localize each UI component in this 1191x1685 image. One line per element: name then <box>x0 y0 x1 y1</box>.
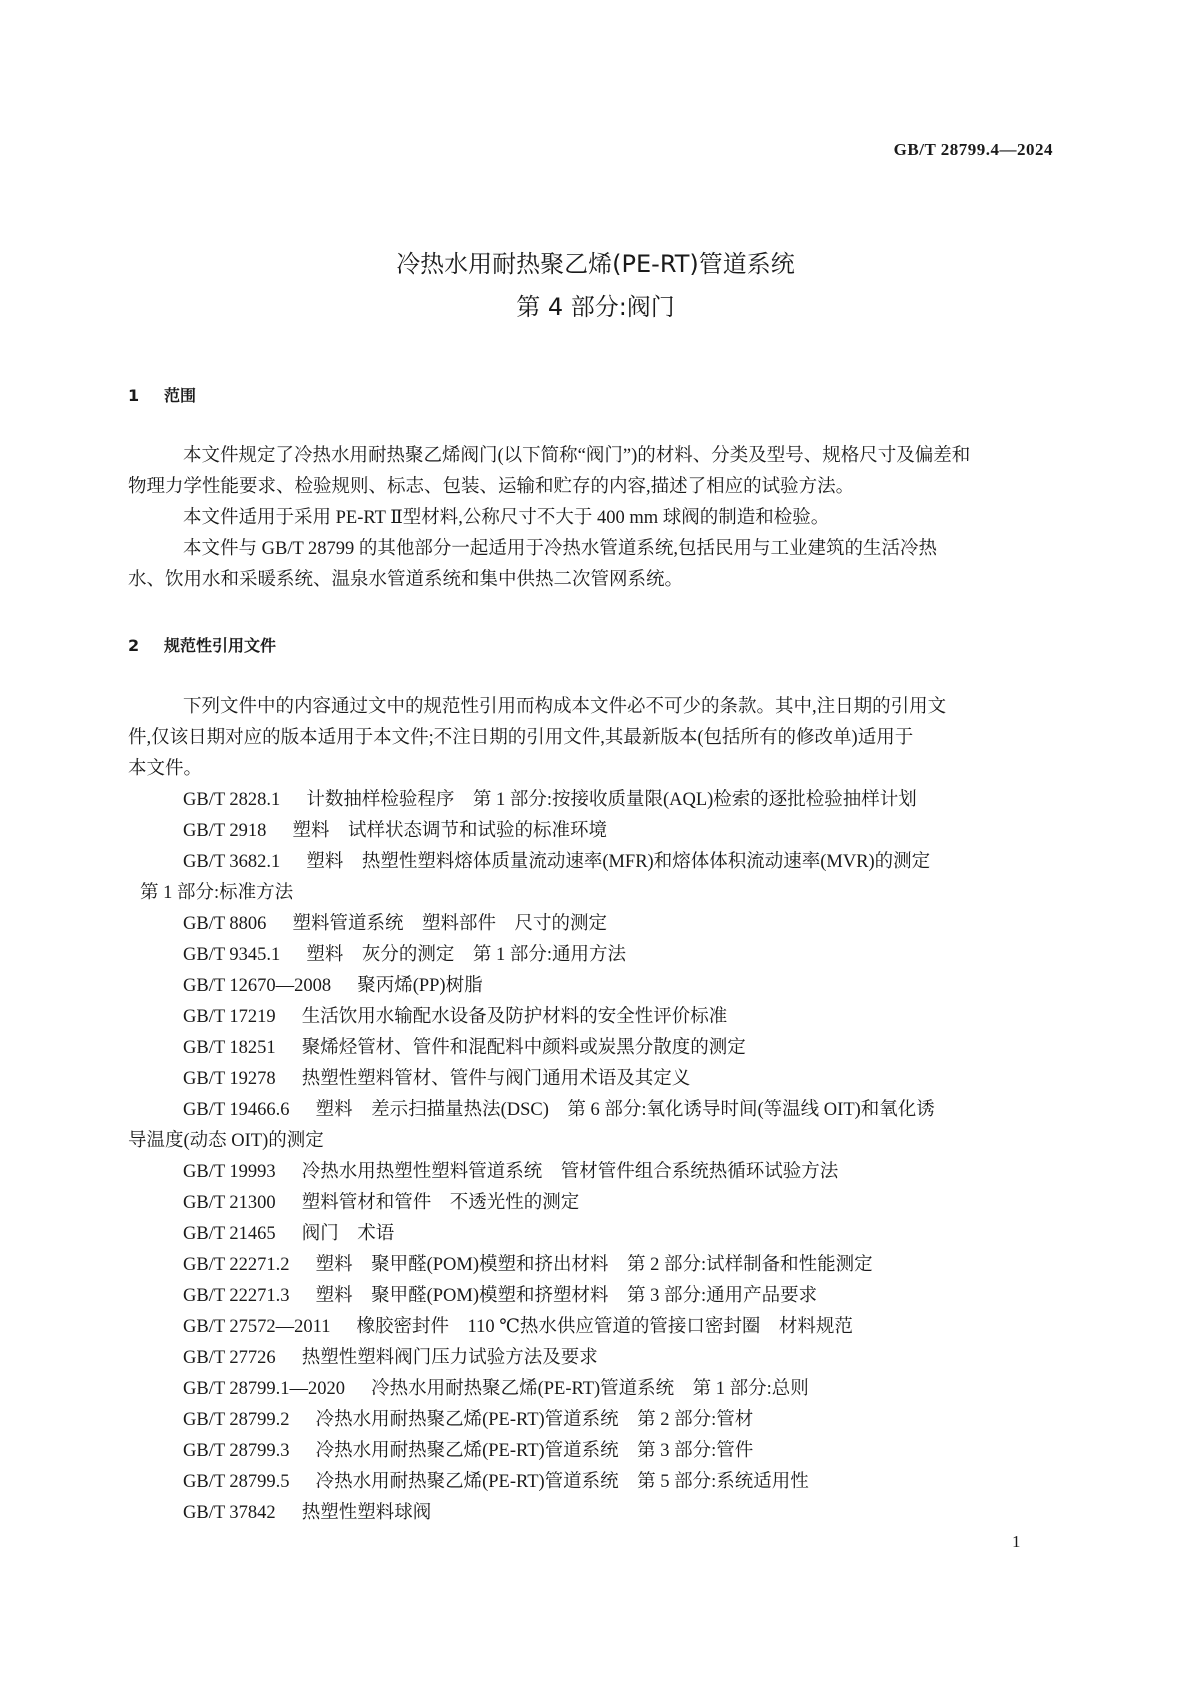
intro-line: 本文件。 <box>128 759 203 779</box>
reference-title: 冷热水用耐热聚乙烯(PE-RT)管道系统 第 3 部分:管件 <box>315 1441 754 1461</box>
reference-item <box>128 1188 1053 1219</box>
reference-title-continued: 第 1 部分:标准方法 <box>140 883 294 903</box>
standard-number-header: GB/T 28799.4—2024 <box>893 140 1053 159</box>
page-number: 1 <box>1012 1532 1021 1551</box>
reference-title: 生活饮用水输配水设备及防护材料的安全性评价标准 <box>301 1007 728 1027</box>
reference-item <box>128 1281 1053 1312</box>
reference-item <box>128 1157 1053 1188</box>
reference-item <box>128 1064 1053 1095</box>
reference-title: 冷热水用耐热聚乙烯(PE-RT)管道系统 第 2 部分:管材 <box>315 1410 754 1430</box>
reference-code: GB/T 28799.1—2020 <box>183 1379 346 1399</box>
scope-line: 物理力学性能要求、检验规则、标志、包装、运输和贮存的内容,描述了相应的试验方法。 <box>128 477 855 497</box>
reference-code: GB/T 2828.1 <box>183 790 281 810</box>
reference-code: GB/T 3682.1 <box>183 852 281 872</box>
section-title: 规范性引用文件 <box>164 636 277 655</box>
reference-item <box>128 1498 1053 1529</box>
intro-line: 下列文件中的内容通过文中的规范性引用而构成本文件必不可少的条款。其中,注日期的引用文 <box>183 697 947 717</box>
section-heading-scope <box>128 383 196 406</box>
reference-title: 塑料管道系统 塑料部件 尺寸的测定 <box>292 914 607 934</box>
reference-item <box>128 1033 1053 1064</box>
reference-code: GB/T 22271.3 <box>183 1286 290 1306</box>
reference-item <box>128 1312 1053 1343</box>
scope-line: 本文件规定了冷热水用耐热聚乙烯阀门(以下简称“阀门”)的材料、分类及型号、规格尺寸及偏差和 <box>183 446 971 466</box>
reference-item <box>128 1095 1053 1126</box>
reference-title: 塑料 灰分的测定 第 1 部分:通用方法 <box>306 945 626 965</box>
reference-item <box>128 1002 1053 1033</box>
reference-title: 计数抽样检验程序 第 1 部分:按接收质量限(AQL)检索的逐批检验抽样计划 <box>306 790 917 810</box>
reference-code: GB/T 9345.1 <box>183 945 281 965</box>
reference-code: GB/T 28799.2 <box>183 1410 290 1430</box>
reference-item <box>128 785 1053 816</box>
reference-title: 塑料 聚甲醛(POM)模塑和挤出材料 第 2 部分:试样制备和性能测定 <box>315 1255 873 1275</box>
reference-code: GB/T 8806 <box>183 914 267 934</box>
reference-code: GB/T 17219 <box>183 1007 276 1027</box>
reference-item <box>128 816 1053 847</box>
reference-code: GB/T 18251 <box>183 1038 276 1058</box>
reference-item <box>128 1405 1053 1436</box>
reference-title: 热塑性塑料管材、管件与阀门通用术语及其定义 <box>301 1069 691 1089</box>
reference-title: 塑料 差示扫描量热法(DSC) 第 6 部分:氧化诱导时间(等温线 OIT)和氧化诱 <box>315 1100 935 1120</box>
document-subtitle: 第 4 部分:阀门 <box>516 293 675 321</box>
reference-item <box>128 971 1053 1002</box>
section-number: 2 <box>128 636 140 655</box>
reference-code: GB/T 37842 <box>183 1503 276 1523</box>
reference-title: 热塑性塑料阀门压力试验方法及要求 <box>301 1348 598 1368</box>
scope-line: 本文件与 GB/T 28799 的其他部分一起适用于冷热水管道系统,包括民用与工业建筑的生活冷热 <box>183 539 938 559</box>
reference-code: GB/T 21300 <box>183 1193 276 1213</box>
reference-code: GB/T 19278 <box>183 1069 276 1089</box>
reference-title: 橡胶密封件 110 ℃热水供应管道的管接口密封圈 材料规范 <box>356 1317 853 1337</box>
reference-item <box>128 1436 1053 1467</box>
reference-title: 冷热水用耐热聚乙烯(PE-RT)管道系统 第 1 部分:总则 <box>371 1379 809 1399</box>
reference-title: 冷热水用热塑性塑料管道系统 管材管件组合系统热循环试验方法 <box>301 1162 839 1182</box>
reference-code: GB/T 12670—2008 <box>183 976 332 996</box>
scope-line: 水、饮用水和采暖系统、温泉水管道系统和集中供热二次管网系统。 <box>128 570 684 590</box>
document-title: 冷热水用耐热聚乙烯(PE-RT)管道系统 <box>396 250 795 278</box>
reference-title: 聚丙烯(PP)树脂 <box>357 976 483 996</box>
reference-code: GB/T 28799.3 <box>183 1441 290 1461</box>
section-title: 范围 <box>164 386 197 405</box>
reference-item <box>128 1219 1053 1250</box>
reference-item <box>128 1467 1053 1498</box>
intro-line: 件,仅该日期对应的版本适用于本文件;不注日期的引用文件,其最新版本(包括所有的修改单)适用于 <box>128 728 914 748</box>
section-heading-normative-references <box>128 633 276 656</box>
scope-line: 本文件适用于采用 PE-RT Ⅱ型材料,公称尺寸不大于 400 mm 球阀的制造和检验。 <box>183 508 830 528</box>
reference-title: 塑料 聚甲醛(POM)模塑和挤塑材料 第 3 部分:通用产品要求 <box>315 1286 818 1306</box>
reference-item <box>128 940 1053 971</box>
reference-code: GB/T 19466.6 <box>183 1100 290 1120</box>
reference-code: GB/T 27572—2011 <box>183 1317 331 1337</box>
reference-title: 阀门 术语 <box>301 1224 395 1244</box>
reference-title: 塑料 试样状态调节和试验的标准环境 <box>292 821 607 841</box>
reference-item <box>128 1343 1053 1374</box>
reference-title: 塑料 热塑性塑料熔体质量流动速率(MFR)和熔体体积流动速率(MVR)的测定 <box>306 852 931 872</box>
reference-code: GB/T 19993 <box>183 1162 276 1182</box>
section-number: 1 <box>128 386 140 405</box>
scope-body <box>128 441 1053 596</box>
reference-list <box>128 785 1053 1529</box>
reference-code: GB/T 21465 <box>183 1224 276 1244</box>
reference-title-continued: 导温度(动态 OIT)的测定 <box>128 1131 324 1151</box>
reference-item <box>128 1250 1053 1281</box>
reference-item <box>128 909 1053 940</box>
references-body <box>128 692 1053 1529</box>
reference-item <box>128 1374 1053 1405</box>
reference-title: 热塑性塑料球阀 <box>301 1503 432 1523</box>
reference-code: GB/T 28799.5 <box>183 1472 290 1492</box>
reference-title: 冷热水用耐热聚乙烯(PE-RT)管道系统 第 5 部分:系统适用性 <box>315 1472 809 1492</box>
reference-code: GB/T 22271.2 <box>183 1255 290 1275</box>
reference-item <box>128 847 1053 878</box>
reference-code: GB/T 27726 <box>183 1348 276 1368</box>
reference-code: GB/T 2918 <box>183 821 267 841</box>
reference-title: 聚烯烃管材、管件和混配料中颜料或炭黑分散度的测定 <box>301 1038 746 1058</box>
reference-title: 塑料管材和管件 不透光性的测定 <box>301 1193 580 1213</box>
